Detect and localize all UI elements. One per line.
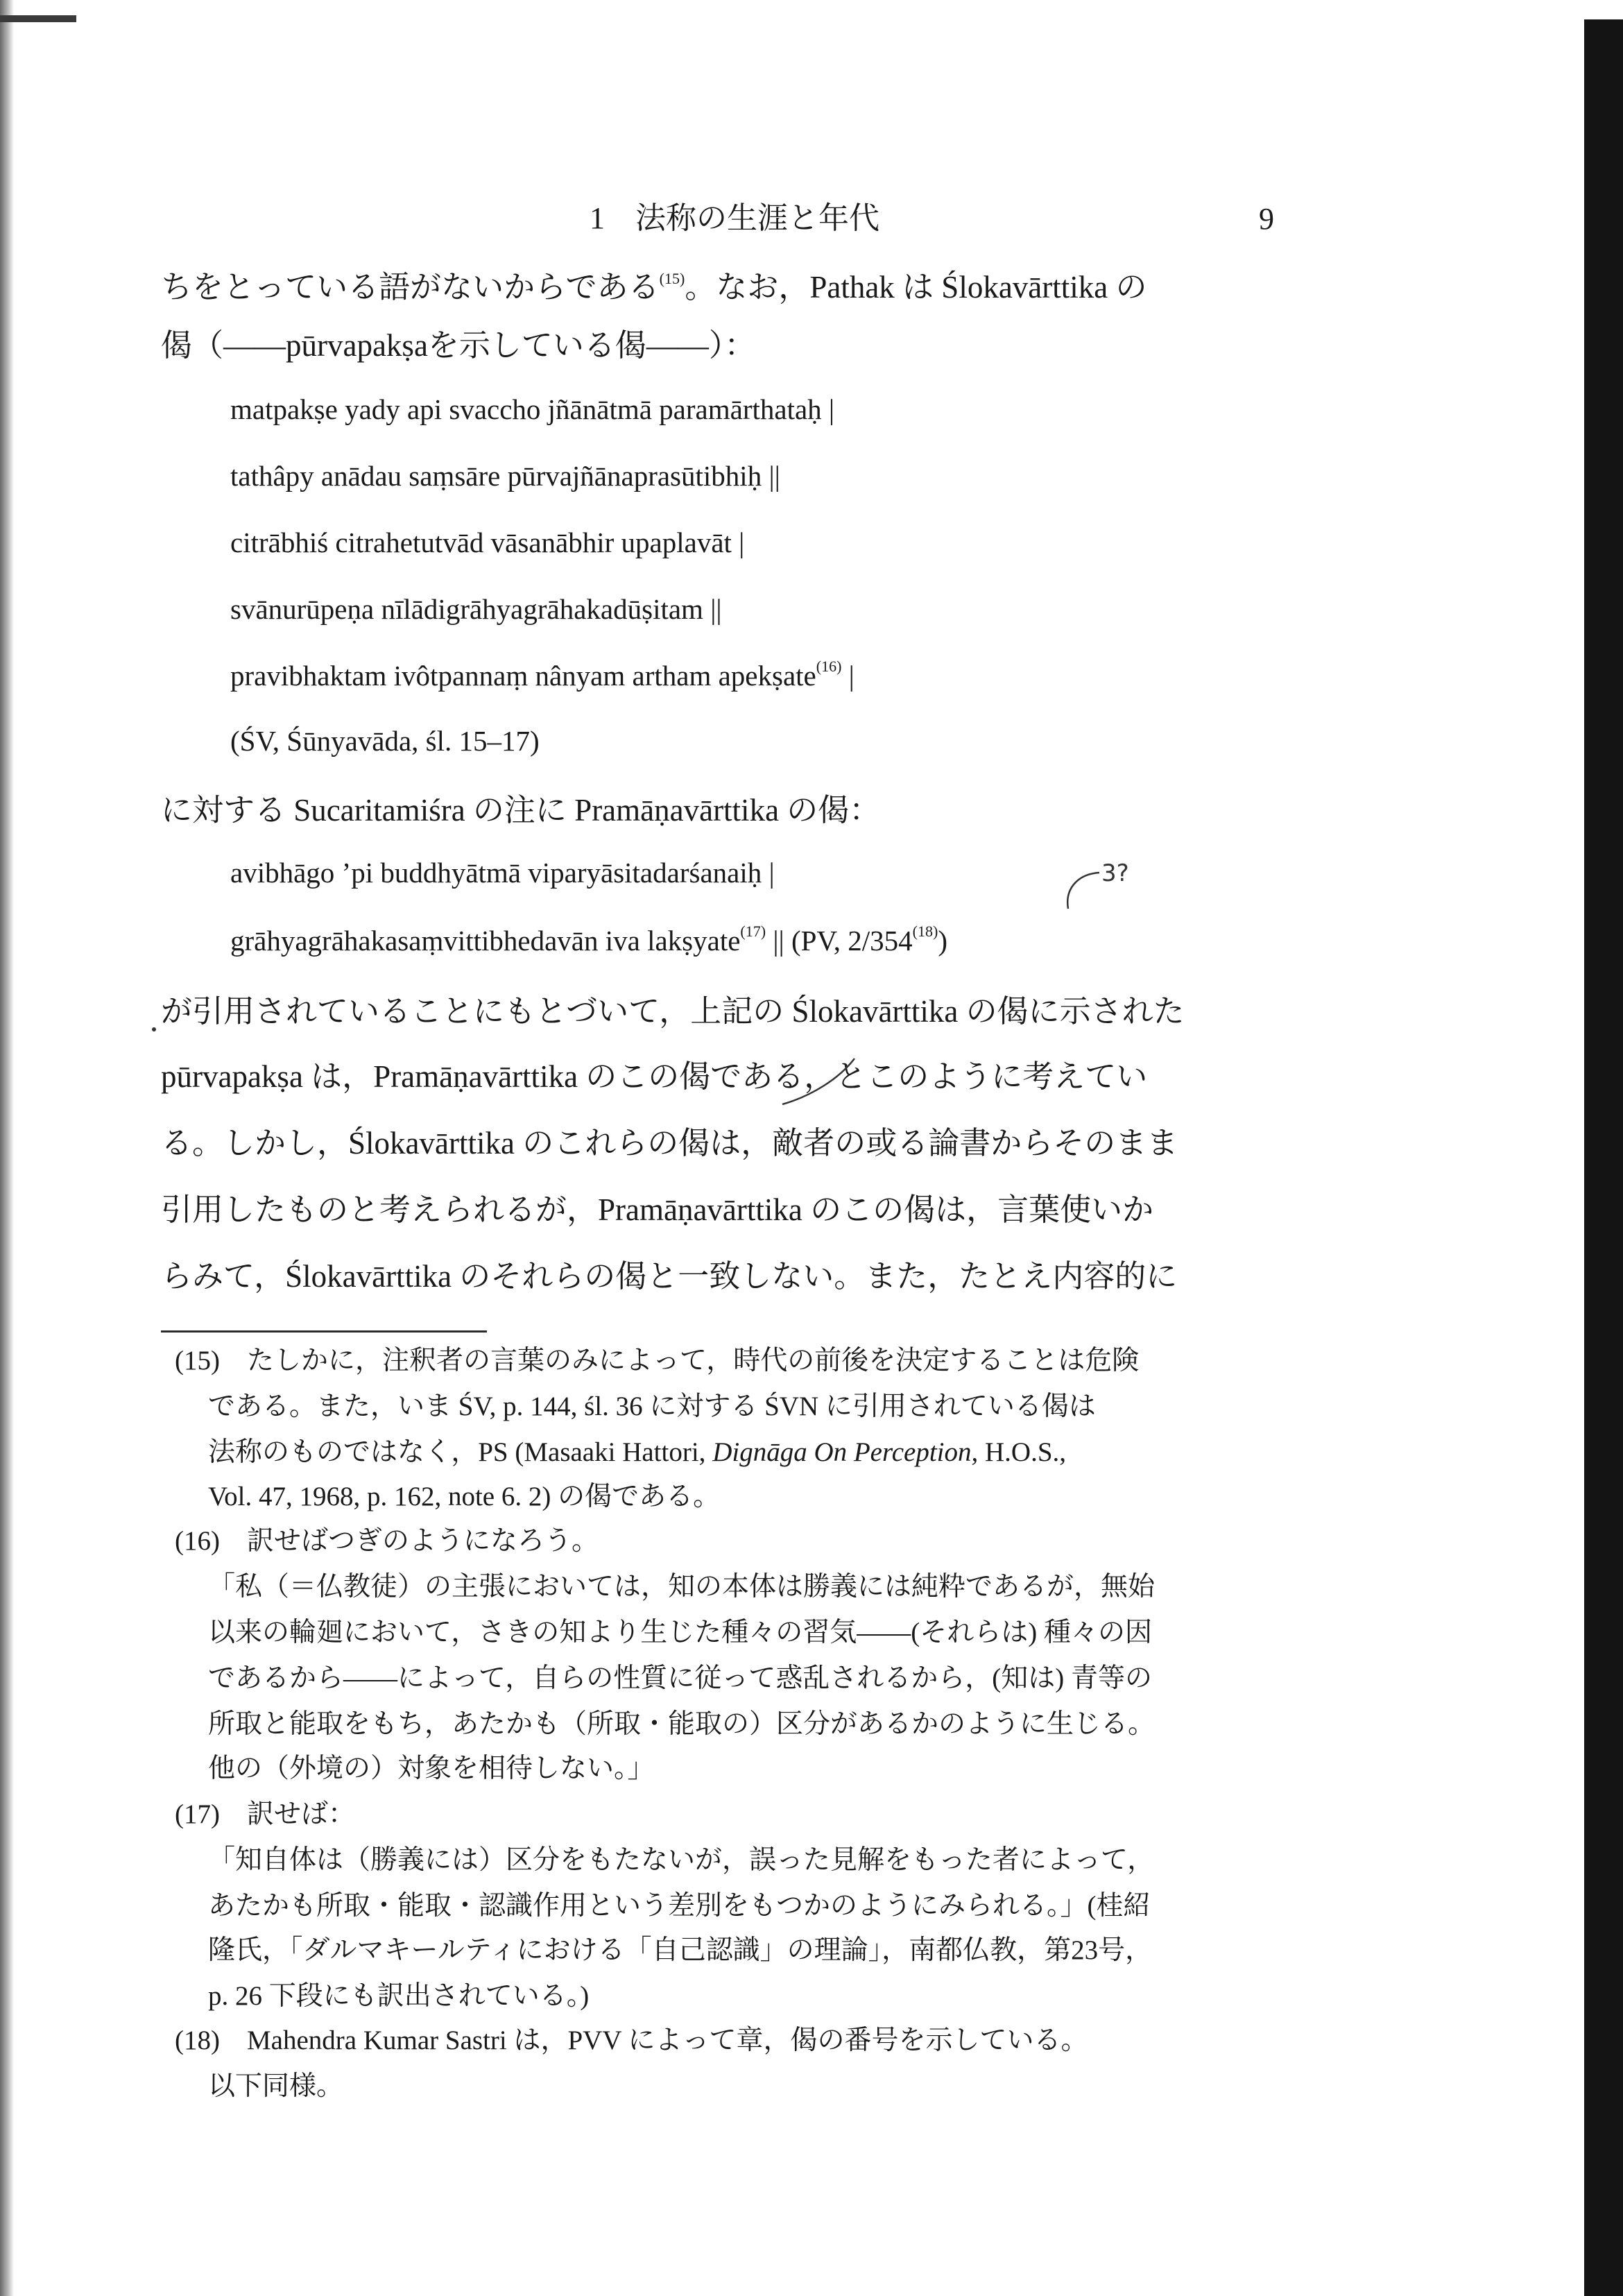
body-line-8: らみて，Ślokavārttika のそれらの偈と一致しない。また，たとえ内容的に xyxy=(161,1259,1178,1294)
page-number: 9 xyxy=(1259,202,1274,236)
footnote-ref-16[interactable]: (16) xyxy=(816,658,842,675)
footnote-17-line-1: 訳せば： xyxy=(247,1799,356,1829)
footnote-17-line-3: あたかも所取・能取・認識作用という差別をもつかのようにみられる。」(桂紹 xyxy=(208,1891,1151,1921)
body-line-2: 偈（――pūrvapakṣaを示している偈――）： xyxy=(161,328,756,363)
running-header: 1 法称の生涯と年代 xyxy=(590,201,879,235)
pen-stroke xyxy=(777,1054,860,1110)
verse-line-2: tathâpy anādau saṃsāre pūrvajñānaprasūtibhiḥ || xyxy=(230,460,780,492)
svg-text:3?: 3? xyxy=(1101,859,1129,887)
scan-right-bar xyxy=(1584,19,1623,2296)
footnote-16-line-4: であるから――によって，自らの性質に従って惑乱されるから，(知は) 青等の xyxy=(208,1663,1152,1693)
footnote-ref-17[interactable]: (17) xyxy=(740,923,766,940)
footnote-rule xyxy=(161,1330,487,1333)
footnote-16-line-3: 以来の輪廻において，さきの知より生じた種々の習気――(それらは) 種々の因 xyxy=(208,1618,1152,1647)
footnote-17-line-2: 「知自体は（勝義には）区分をもたないが，誤った見解をもった者によって， xyxy=(208,1845,1155,1875)
footnote-18-line-1: Mahendra Kumar Sastri は，PVV によって章，偈の番号を示している。 xyxy=(247,2025,1088,2055)
body-line-7: 引用したものと考えられるが，Pramāṇavārttika のこの偈は，言葉使いか xyxy=(161,1192,1154,1227)
footnote-15-line-2: である。また，いま ŚV, p. 144, śl. 36 に対する ŚVN に引用されている偈は xyxy=(208,1391,1096,1421)
handwritten-annotation xyxy=(1061,853,1144,916)
footnote-17-line-5: p. 26 下段にも訳出されている。) xyxy=(208,1981,590,2011)
footnote-17-line-4: 隆氏，「ダルマキールティにおける「自己認識」の理論」，南都仏教，第23号， xyxy=(208,1935,1153,1965)
footnote-17-label: (17) xyxy=(175,1799,220,1829)
footnote-15-line-1: たしかに，注釈者の言葉のみによって，時代の前後を決定することは危険 xyxy=(247,1346,1140,1376)
body-line-3: に対する Sucaritamiśra の注に Pramāṇavārttika の偈： xyxy=(161,793,881,828)
footnote-16-line-5: 所取と能取をもち，あたかも（所取・能取の）区分があるかのように生じる。 xyxy=(208,1709,1156,1739)
pen-dot xyxy=(150,1025,158,1034)
footnote-16-line-6: 他の（外境の）対象を相待しない。」 xyxy=(208,1754,655,1783)
footnote-ref-18[interactable]: (18) xyxy=(912,923,938,940)
footnote-15-line-3: 法称のものではなく，PS (Masaaki Hattori, Dignāga On Perception, H.O.S., xyxy=(208,1437,1067,1467)
footnote-15-label: (15) xyxy=(175,1346,220,1376)
verse-citation: (ŚV, Śūnyavāda, śl. 15–17) xyxy=(230,725,540,757)
body-line-6: る。しかし，Ślokavārttika のこれらの偈は，敵者の或る論書からそのまま xyxy=(161,1126,1178,1160)
body-line-4: が引用されていることにもとづいて，上記の Ślokavārttika の偈に示された xyxy=(161,994,1185,1029)
footnote-16-line-2: 「私（＝仏教徒）の主張においては，知の本体は勝義には純粋であるが，無始 xyxy=(208,1572,1156,1602)
footnote-18-label: (18) xyxy=(175,2025,220,2055)
scan-top-edge xyxy=(0,15,76,22)
verse-line-8: grāhyagrāhakasaṃvittibhedavān iva lakṣyate$^{(17)}$ || (PV, 2/354$^{(18)}$) xyxy=(230,923,947,957)
verse-line-5: pravibhaktam ivôtpannaṃ nânyam artham apekṣate$^{(16)}$ | xyxy=(230,658,855,692)
verse-line-3: citrābhiś citrahetutvād vāsanābhir upaplavāt | xyxy=(230,526,745,558)
footnote-15-line-4: Vol. 47, 1968, p. 162, note 6. 2) の偈である。 xyxy=(208,1482,721,1511)
footnote-ref-15[interactable]: (15) xyxy=(659,270,685,287)
verse-line-1: matpakṣe yady api svaccho jñānātmā paramārthataḥ | xyxy=(230,393,835,425)
scan-left-edge xyxy=(0,0,14,2296)
footnote-16-label: (16) xyxy=(175,1526,220,1556)
body-line-5: pūrvapakṣa は，Pramāṇavārttika のこの偈である，とこのように考えてい xyxy=(161,1059,1148,1094)
verse-line-4: svānurūpeṇa nīlādigrāhyagrāhakadūṣitam || xyxy=(230,593,722,625)
body-line-1: ちをとっている語がないからである$^{(15)}$。なお，Pathak は Ślokavārttika の xyxy=(161,270,1147,305)
verse-line-7: avibhāgo ’pi buddhyātmā viparyāsitadarśanaiḥ | xyxy=(230,857,775,889)
footnote-18-line-2: 以下同様。 xyxy=(208,2071,344,2101)
footnote-16-line-1: 訳せばつぎのようになろう。 xyxy=(247,1526,599,1556)
